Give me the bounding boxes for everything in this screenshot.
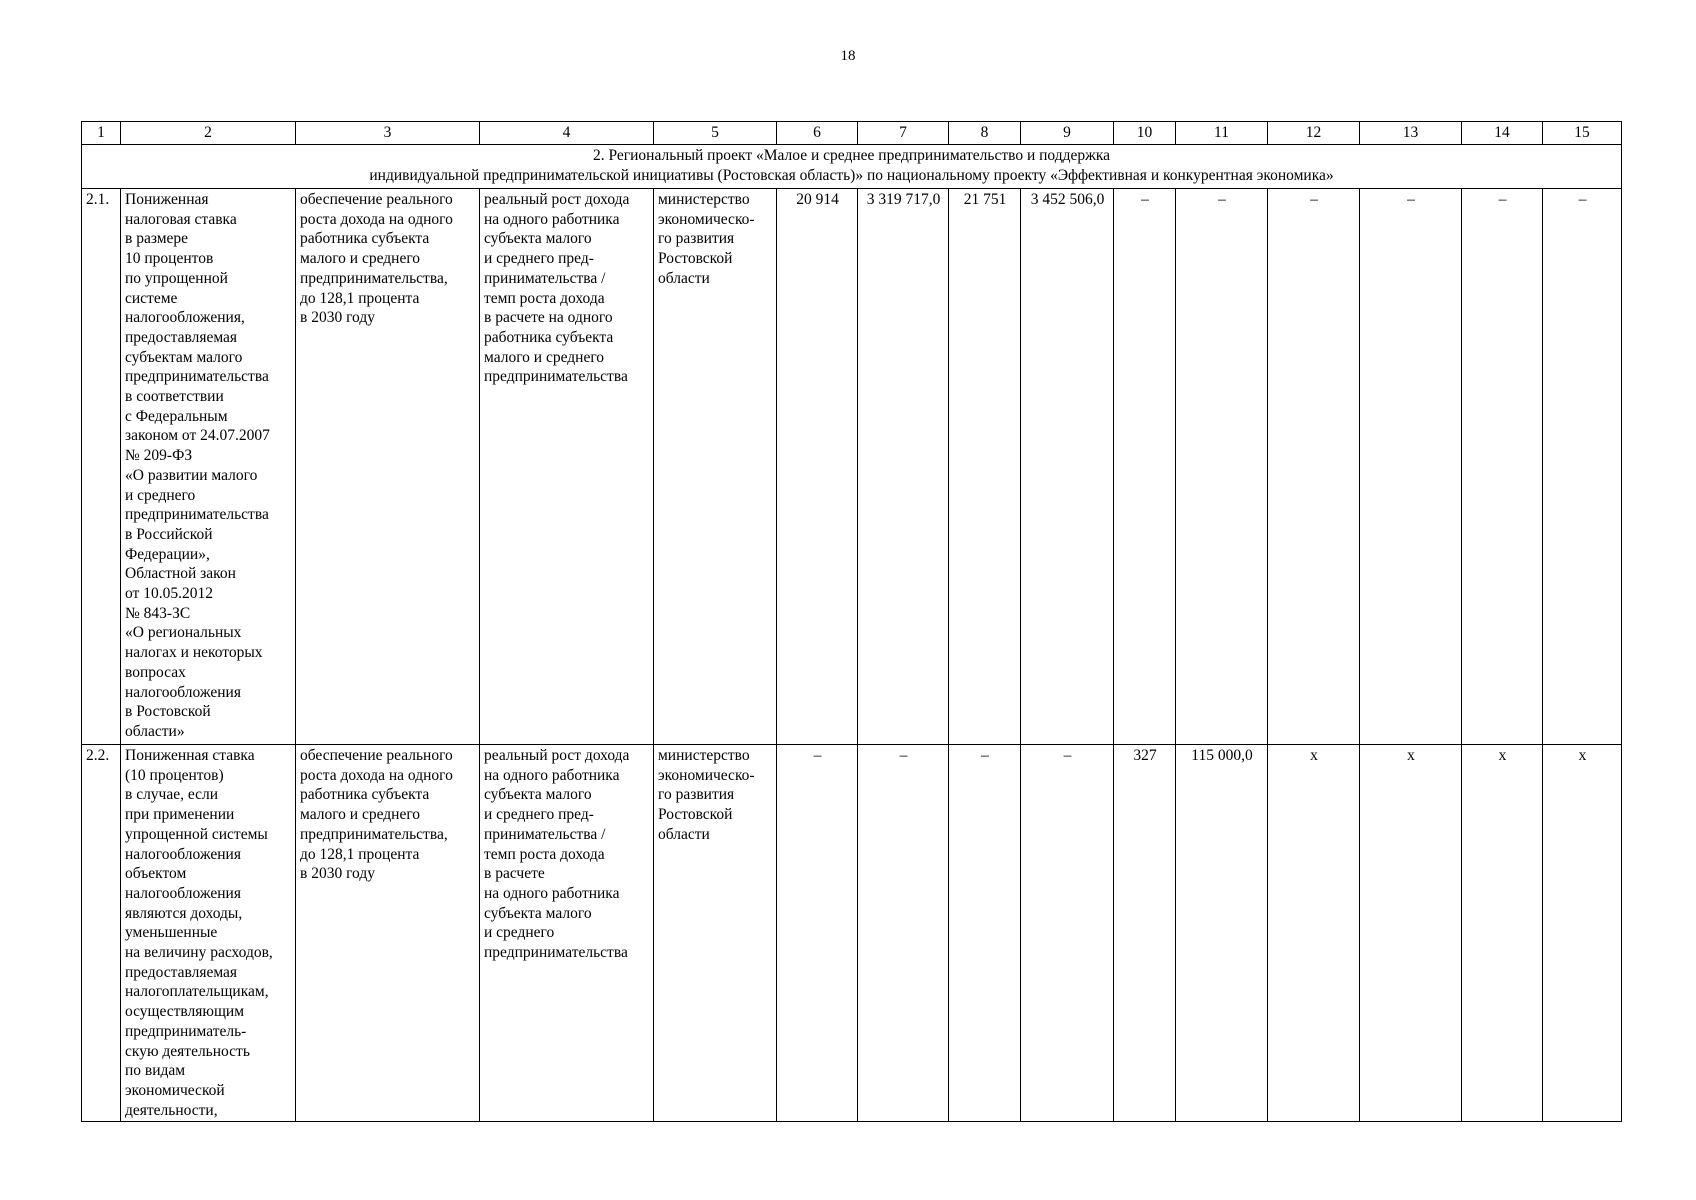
value-cell: 327: [1114, 745, 1176, 1122]
cell-text-line: вопросах: [125, 663, 186, 681]
cell-text-line: налогах и некоторых: [125, 644, 263, 662]
cell-text-line: области: [658, 269, 710, 287]
column-number: 5: [654, 122, 777, 145]
row-index: 2.2.: [82, 745, 121, 1122]
table-row: [82, 189, 1622, 745]
cell-text-line: принимательства /: [484, 269, 606, 287]
cell-text-line: обеспечение реального: [300, 747, 453, 764]
value-cell: –: [1462, 189, 1543, 745]
value-cell: 115 000,0: [1176, 745, 1268, 1122]
cell-text-line: законом от 24.07.2007: [125, 427, 270, 445]
cell-text-line: объектом: [125, 865, 187, 883]
cell-text-line: в расчете: [484, 865, 545, 883]
value-cell: –: [1176, 189, 1268, 745]
cell-text-line: работника субъекта: [484, 328, 614, 346]
page-number: 18: [840, 48, 856, 64]
cell-text-line: субъекта малого: [484, 904, 592, 922]
column-number: 11: [1176, 122, 1268, 145]
value-cell: –: [1360, 189, 1462, 745]
table-row: [82, 745, 1622, 1122]
cell-text-line: уменьшенные: [125, 924, 218, 942]
curator-cell: [654, 745, 777, 1122]
cell-text-line: предпринимательства: [125, 368, 269, 386]
column-number: 9: [1021, 122, 1114, 145]
cell-text-line: Пониженная: [125, 191, 209, 208]
cell-text-line: в соответствии: [125, 388, 224, 406]
cell-text-line: в расчете на одного: [484, 309, 613, 327]
cell-text-line: являются доходы,: [125, 904, 243, 922]
cell-text-line: деятельности,: [125, 1101, 218, 1119]
column-number: 8: [949, 122, 1021, 145]
cell-text-line: налоговая ставка: [125, 210, 237, 228]
section-heading-row: [82, 145, 1622, 189]
cell-text-line: Федерации»,: [125, 545, 210, 563]
value-cell: –: [1021, 745, 1114, 1122]
cell-text-line: от 10.05.2012: [125, 585, 213, 603]
section-heading-line: индивидуальной предпринимательской инициативы (Ростовская область)» по национальному проекту «Эффективная и конкурентная экономика»: [369, 166, 1334, 184]
goal-cell: [296, 189, 480, 745]
cell-text-line: предпринимательства,: [300, 269, 448, 287]
goal-cell: [296, 745, 480, 1122]
value-cell: –: [777, 745, 858, 1122]
cell-text-line: экономическо-: [658, 766, 755, 784]
cell-text-line: с Федеральным: [125, 407, 228, 425]
value-cell: 3 452 506,0: [1021, 189, 1114, 745]
cell-text-line: на величину расходов,: [125, 944, 273, 962]
cell-text-line: налогообложения: [125, 884, 241, 902]
tax-benefit-name-cell: [121, 745, 296, 1122]
cell-text-line: субъектам малого: [125, 348, 243, 366]
cell-text-line: темп роста дохода: [484, 845, 605, 863]
cell-text-line: го развития: [658, 230, 735, 248]
value-cell: –: [1543, 189, 1622, 745]
value-cell: 3 319 717,0: [858, 189, 949, 745]
value-cell: х: [1543, 745, 1622, 1122]
cell-text-line: области: [658, 825, 710, 843]
cell-text-line: осуществляющим: [125, 1003, 245, 1021]
cell-text-line: роста дохода на одного: [300, 210, 453, 228]
cell-text-line: роста дохода на одного: [300, 766, 453, 784]
section-heading-line: 2. Региональный проект «Малое и среднее предпринимательство и поддержка: [592, 147, 1111, 164]
column-number: 13: [1360, 122, 1462, 145]
column-number: 2: [121, 122, 296, 145]
cell-text-line: в размере: [125, 230, 189, 248]
cell-text-line: работника субъекта: [300, 786, 430, 804]
cell-text-line: экономической: [125, 1081, 225, 1099]
cell-text-line: реальный рост дохода: [484, 747, 630, 764]
cell-text-line: налогоплательщикам,: [125, 983, 269, 1001]
cell-text-line: «О региональных: [125, 624, 242, 642]
cell-text-line: министерство: [658, 747, 750, 764]
column-number: 4: [480, 122, 654, 145]
cell-text-line: предпринимательства: [484, 944, 628, 962]
cell-text-line: Областной закон: [125, 565, 236, 583]
value-cell: х: [1268, 745, 1360, 1122]
cell-text-line: и среднего: [484, 924, 555, 942]
cell-text-line: в Российской: [125, 525, 213, 543]
column-number: 10: [1114, 122, 1176, 145]
cell-text-line: Ростовской: [658, 250, 733, 268]
cell-text-line: обеспечение реального: [300, 191, 453, 208]
value-cell: –: [858, 745, 949, 1122]
cell-text-line: предпринимательства,: [300, 825, 448, 843]
cell-text-line: при применении: [125, 806, 235, 824]
cell-text-line: упрощенной системы: [125, 825, 268, 843]
column-number: 7: [858, 122, 949, 145]
cell-text-line: на одного работника: [484, 884, 620, 902]
cell-text-line: налогообложения,: [125, 309, 245, 327]
cell-text-line: министерство: [658, 191, 750, 208]
cell-text-line: скую деятельность: [125, 1042, 250, 1060]
cell-text-line: в Ростовской: [125, 703, 211, 721]
section-heading: [82, 145, 1622, 189]
cell-text-line: субъекта малого: [484, 786, 592, 804]
cell-text-line: № 843-ЗС: [125, 604, 191, 622]
curator-cell: [654, 189, 777, 745]
cell-text-line: Пониженная ставка: [125, 747, 255, 764]
indicator-cell: [480, 189, 654, 745]
value-cell: –: [1268, 189, 1360, 745]
cell-text-line: и среднего пред-: [484, 806, 594, 824]
value-cell: 20 914: [777, 189, 858, 745]
cell-text-line: малого и среднего: [484, 348, 605, 366]
cell-text-line: предприниматель-: [125, 1022, 247, 1040]
cell-text-line: и среднего: [125, 486, 196, 504]
cell-text-line: темп роста дохода: [484, 289, 605, 307]
cell-text-line: в случае, если: [125, 786, 219, 804]
cell-text-line: по видам: [125, 1062, 186, 1080]
value-cell: –: [1114, 189, 1176, 745]
cell-text-line: предоставляемая: [125, 963, 238, 981]
cell-text-line: Ростовской: [658, 806, 733, 824]
column-number: 3: [296, 122, 480, 145]
cell-text-line: предоставляемая: [125, 328, 238, 346]
cell-text-line: (10 процентов): [125, 766, 224, 784]
cell-text-line: субъекта малого: [484, 230, 592, 248]
cell-text-line: малого и среднего: [300, 806, 421, 824]
cell-text-line: на одного работника: [484, 210, 620, 228]
indicator-cell: [480, 745, 654, 1122]
cell-text-line: 10 процентов: [125, 250, 214, 268]
cell-text-line: по упрощенной: [125, 269, 228, 287]
cell-text-line: предпринимательства: [484, 368, 628, 386]
cell-text-line: на одного работника: [484, 766, 620, 784]
column-number: 15: [1543, 122, 1622, 145]
cell-text-line: в 2030 году: [300, 309, 375, 327]
cell-text-line: до 128,1 процента: [300, 845, 420, 863]
tax-expenditure-table: [81, 121, 1622, 1122]
cell-text-line: и среднего пред-: [484, 250, 594, 268]
cell-text-line: принимательства /: [484, 825, 606, 843]
cell-text-line: налогообложения: [125, 845, 241, 863]
cell-text-line: го развития: [658, 786, 735, 804]
cell-text-line: до 128,1 процента: [300, 289, 420, 307]
column-number: 14: [1462, 122, 1543, 145]
value-cell: х: [1360, 745, 1462, 1122]
column-number: 1: [82, 122, 121, 145]
value-cell: –: [949, 745, 1021, 1122]
column-number: 12: [1268, 122, 1360, 145]
cell-text-line: малого и среднего: [300, 250, 421, 268]
cell-text-line: реальный рост дохода: [484, 191, 630, 208]
tax-benefit-name-cell: [121, 189, 296, 745]
row-index: 2.1.: [82, 189, 121, 745]
cell-text-line: работника субъекта: [300, 230, 430, 248]
cell-text-line: системе: [125, 289, 178, 307]
cell-text-line: области»: [125, 722, 185, 740]
value-cell: 21 751: [949, 189, 1021, 745]
column-number-row: [82, 122, 1622, 145]
cell-text-line: предпринимательства: [125, 506, 269, 524]
cell-text-line: налогообложения: [125, 683, 241, 701]
column-number: 6: [777, 122, 858, 145]
cell-text-line: «О развитии малого: [125, 466, 258, 484]
value-cell: х: [1462, 745, 1543, 1122]
cell-text-line: экономическо-: [658, 210, 755, 228]
cell-text-line: в 2030 году: [300, 865, 375, 883]
cell-text-line: № 209-ФЗ: [125, 447, 193, 465]
